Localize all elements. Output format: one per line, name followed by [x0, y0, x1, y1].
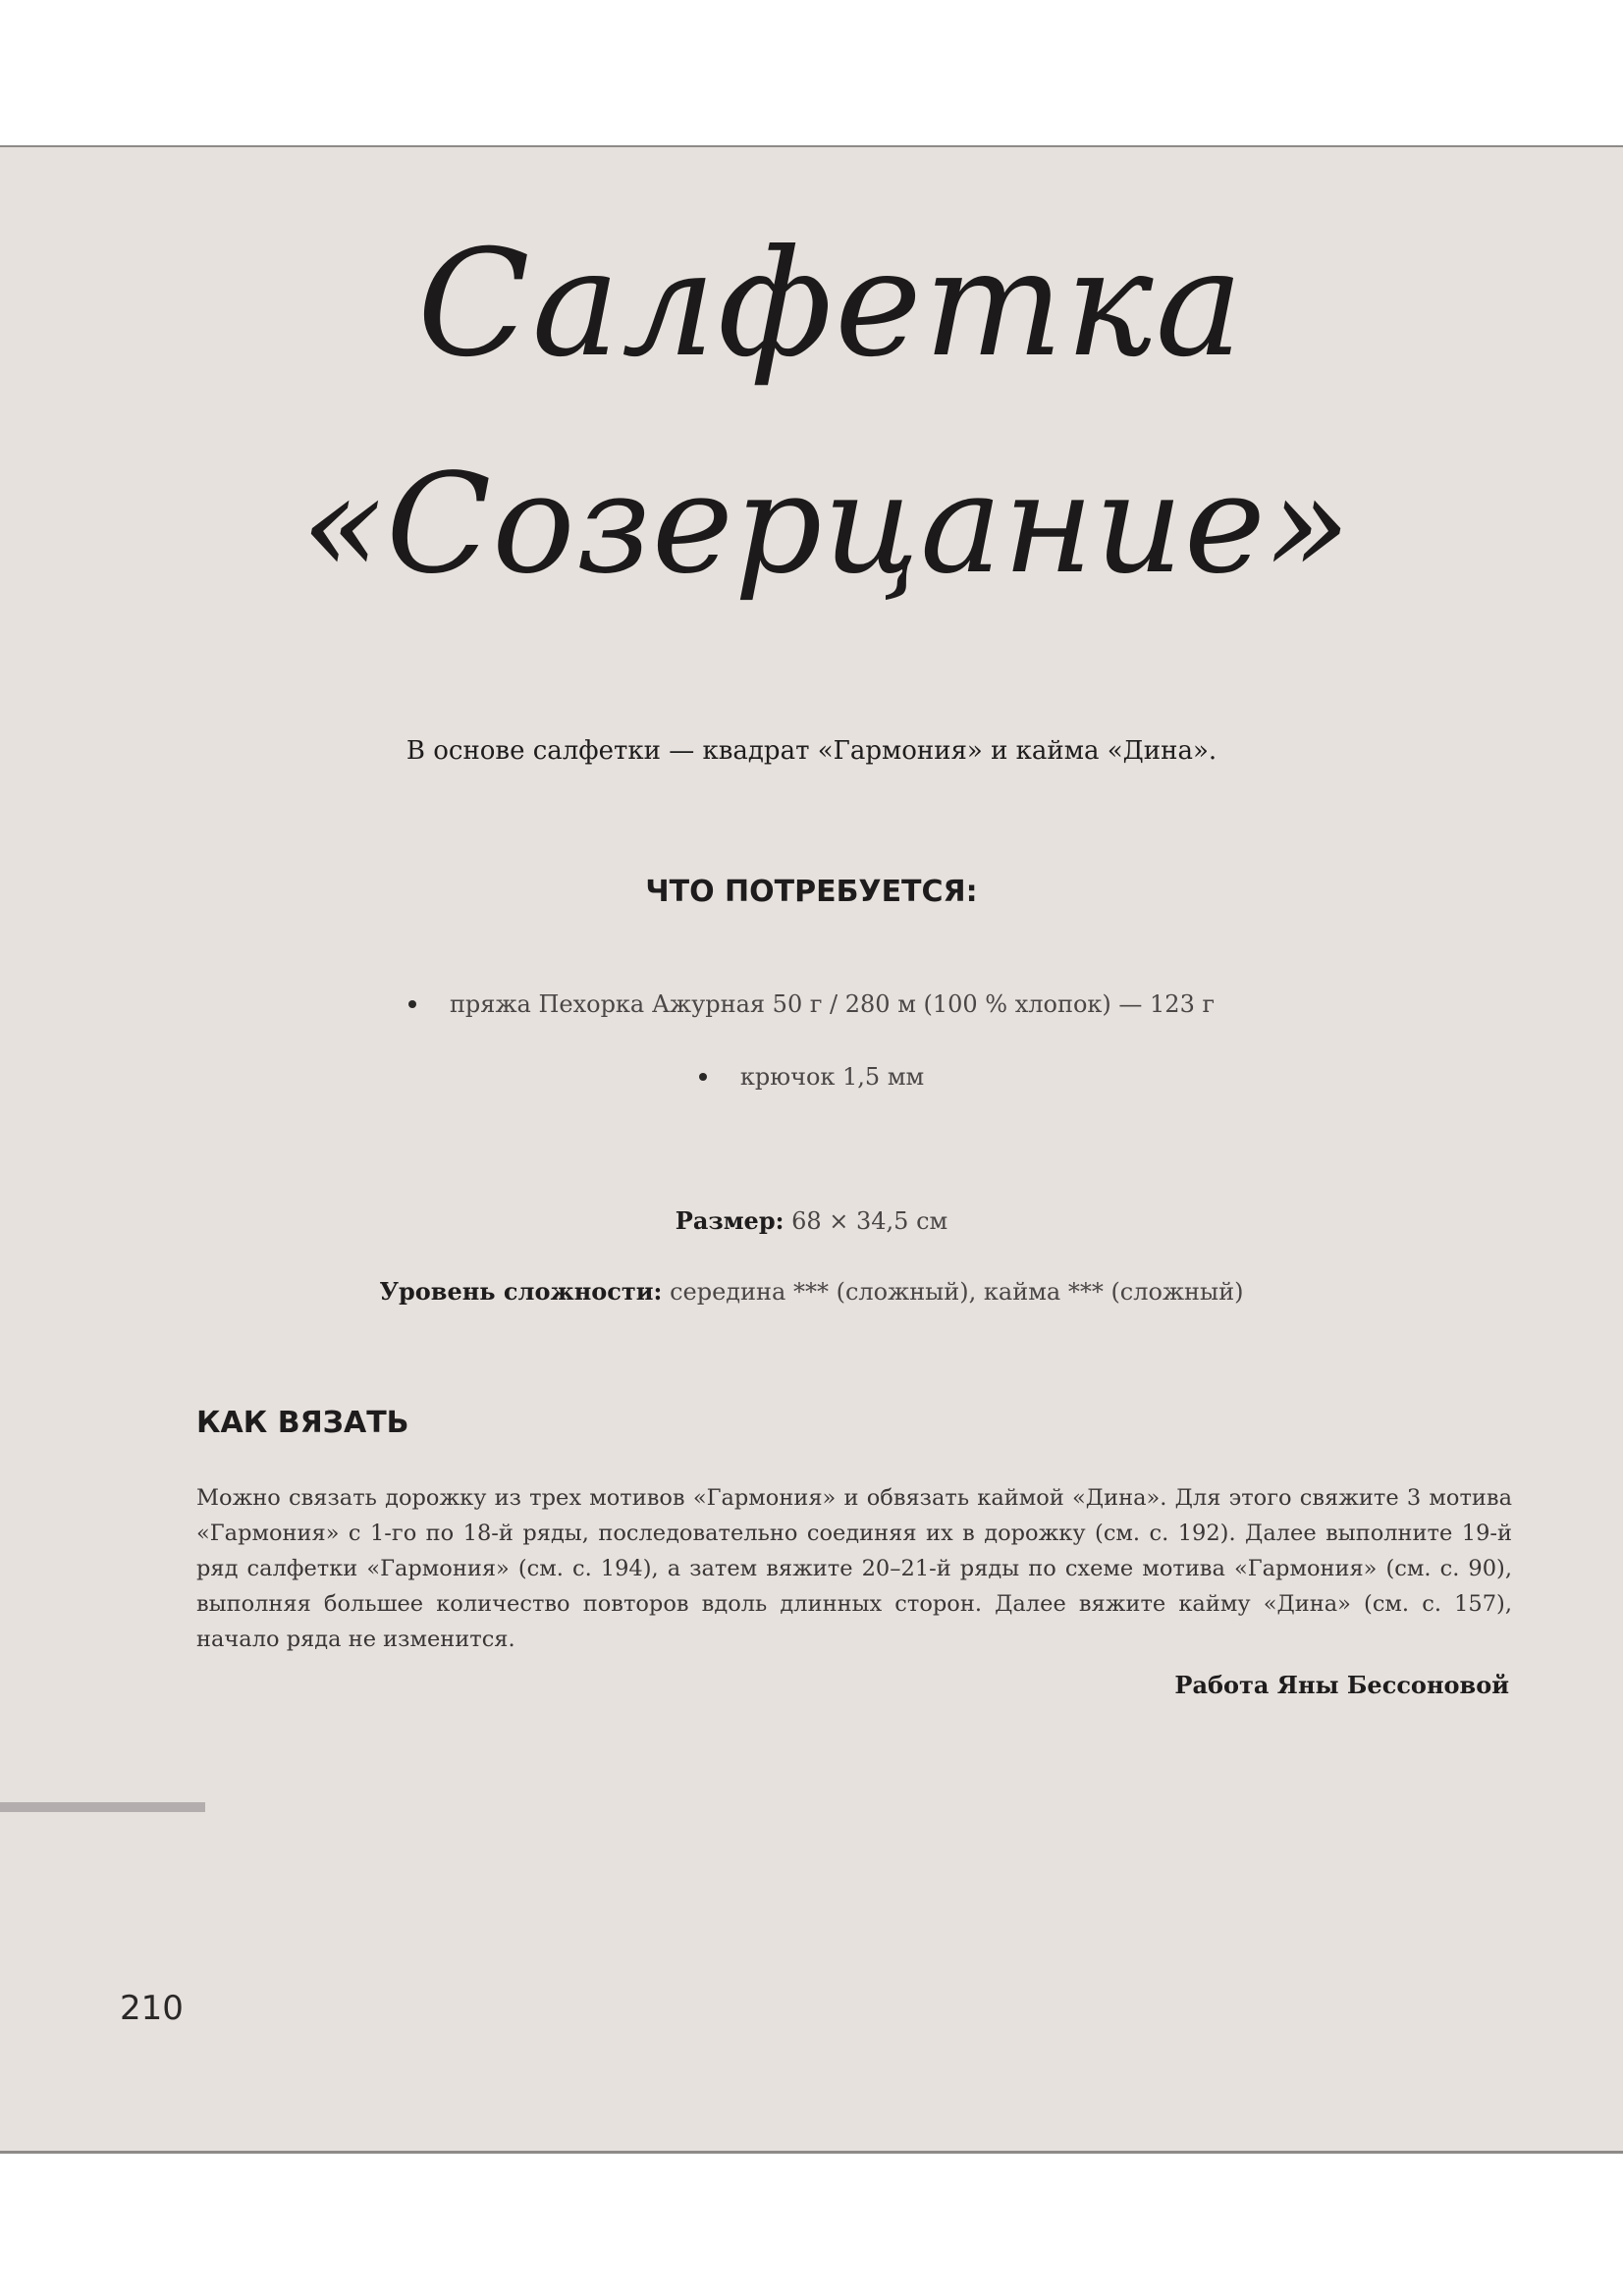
title-line-1: Салфетка	[416, 219, 1246, 390]
author-credit: Работа Яны Бессоновой	[1174, 1671, 1509, 1699]
difficulty-value: середина *** (сложный), кайма *** (сложный)	[670, 1278, 1244, 1306]
difficulty-line	[0, 1273, 1623, 1310]
how-to-heading: КАК ВЯЗАТЬ	[196, 1406, 409, 1440]
size-label: Размер:	[675, 1206, 784, 1235]
how-to-paragraph: Можно связать дорожку из трех мотивов «Гармония» и обвязать каймой «Дина». Для этого свяжите 3 мотива «Гармония» с 1-го по 18-й ряды, последовательно соединяя их в дорожку (см. с. 192). Далее выполните 19-й ряд салфетки «Гармония» (см. с. 194), а затем вяжите 20–21-й ряды по схеме мотива «Гармония» (см. с. 90), выполняя большее количество повторов вдоль длинных сторон. Далее вяжите кайму «Дина» (см. с. 157), начало ряда не изменится.	[196, 1485, 1512, 1652]
materials-list	[0, 987, 1623, 1095]
requirements-heading: ЧТО ПОТРЕБУЕТСЯ:	[645, 875, 978, 909]
materials-item-text: крючок 1,5 мм	[739, 1063, 925, 1091]
subtitle: В основе салфетки — квадрат «Гармония» и кайма «Дина».	[406, 736, 1217, 766]
page-number: 210	[120, 1989, 184, 2028]
materials-item	[0, 1059, 1623, 1095]
accent-bar	[0, 1802, 205, 1812]
difficulty-label: Уровень сложности:	[379, 1277, 663, 1306]
materials-item	[0, 987, 1623, 1022]
bullet-icon	[699, 1073, 707, 1081]
bullet-icon	[408, 1000, 416, 1008]
materials-item-text: пряжа Пехорка Ажурная 50 г / 280 м (100 % хлопок) — 123 г	[449, 990, 1216, 1018]
size-line	[0, 1202, 1623, 1240]
title-line-2: «Созерцание»	[300, 445, 1352, 605]
size-value: 68 × 34,5 см	[791, 1207, 948, 1235]
